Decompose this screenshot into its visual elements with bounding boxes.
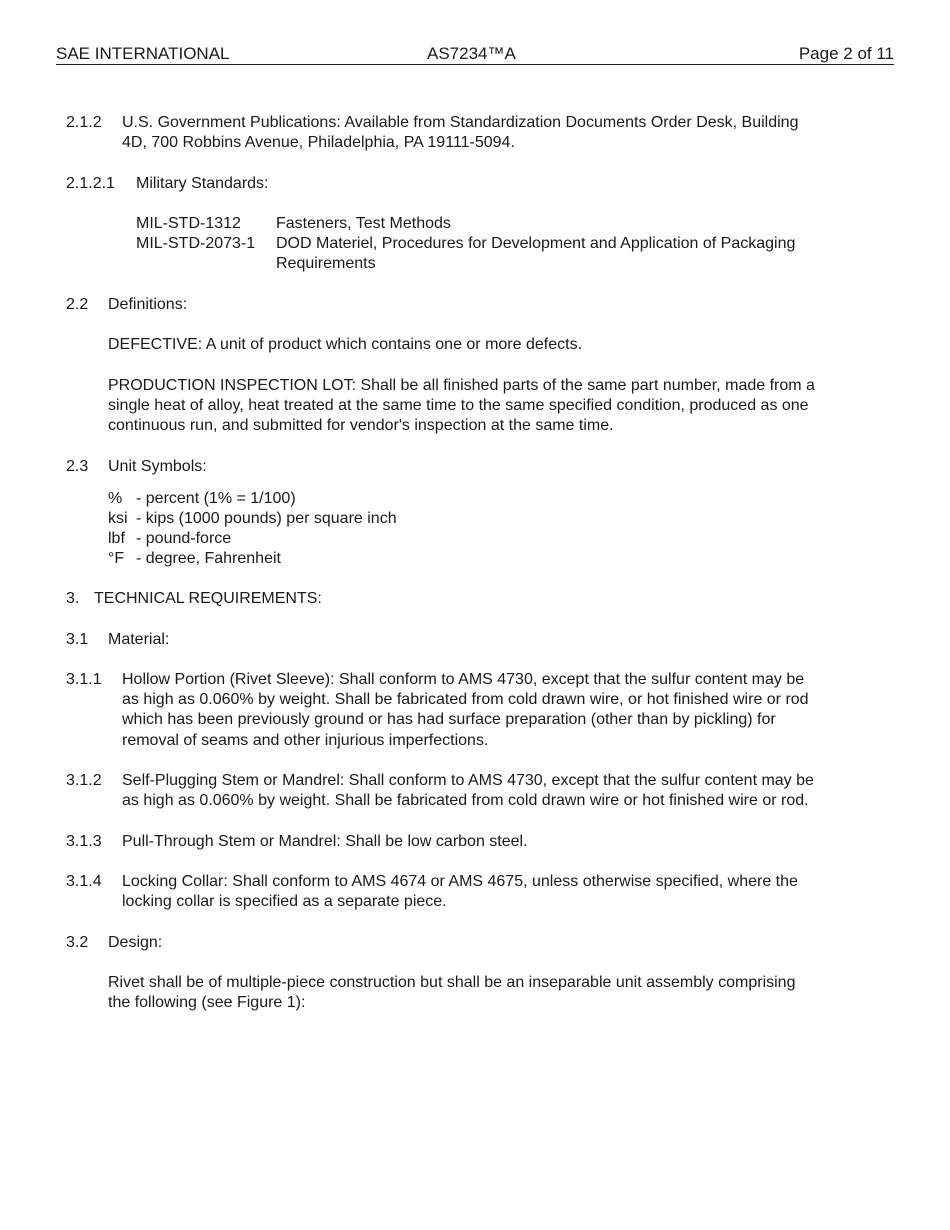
section-number: 3.2 xyxy=(66,934,89,951)
section-text-line: the following (see Figure 1): xyxy=(108,994,306,1011)
header-organization: SAE INTERNATIONAL xyxy=(56,44,230,63)
section-title: Material: xyxy=(108,631,170,648)
standard-description: DOD Materiel, Procedures for Development and Application of Packaging xyxy=(276,235,796,252)
section-text-line: as high as 0.060% by weight. Shall be fabricated from cold drawn wire, or hot finished wire or rod xyxy=(122,691,809,708)
section-title: TECHNICAL REQUIREMENTS: xyxy=(94,590,322,607)
unit-symbol: ksi xyxy=(108,510,128,527)
section-number: 3.1 xyxy=(66,631,89,648)
standard-code: MIL-STD-2073-1 xyxy=(136,235,256,252)
standard-code: MIL-STD-1312 xyxy=(136,215,241,232)
section-number: 2.3 xyxy=(66,458,89,475)
section-text-line: as high as 0.060% by weight. Shall be fabricated from cold drawn wire or hot finished wire or rod. xyxy=(122,792,809,809)
section-text-line: locking collar is specified as a separate piece. xyxy=(122,893,447,910)
section-title: Unit Symbols: xyxy=(108,458,207,475)
unit-symbol: lbf xyxy=(108,530,125,547)
definition-lot-line: single heat of alloy, heat treated at the same time to the same specified condition, produced as one xyxy=(108,397,809,414)
section-number: 3. xyxy=(66,590,80,607)
section-number: 3.1.4 xyxy=(66,873,102,890)
unit-description: - degree, Fahrenheit xyxy=(136,550,281,567)
section-text-line: Rivet shall be of multiple-piece construction but shall be an inseparable unit assembly comprising xyxy=(108,974,796,991)
definition-lot-line: PRODUCTION INSPECTION LOT: Shall be all finished parts of the same part number, made from a xyxy=(108,377,815,394)
unit-symbol: % xyxy=(108,490,123,507)
unit-description: - pound-force xyxy=(136,530,232,547)
section-number: 2.2 xyxy=(66,296,89,313)
standard-description-continued: Requirements xyxy=(276,255,376,272)
section-title: Definitions: xyxy=(108,296,188,313)
header-page-label: Page 2 of 11 xyxy=(798,44,894,63)
section-text-line: Locking Collar: Shall conform to AMS 4674 or AMS 4675, unless otherwise specified, where the xyxy=(122,873,798,890)
section-text-line: Hollow Portion (Rivet Sleeve): Shall conform to AMS 4730, except that the sulfur content may be xyxy=(122,671,805,688)
section-number: 2.1.2.1 xyxy=(66,175,115,192)
section-number: 2.1.2 xyxy=(66,114,102,131)
unit-description: - kips (1000 pounds) per square inch xyxy=(136,510,397,527)
unit-description: - percent (1% = 1/100) xyxy=(136,490,296,507)
section-title: Design: xyxy=(108,934,163,951)
page-header xyxy=(56,44,894,65)
section-number: 3.1.3 xyxy=(66,833,102,850)
section-number: 3.1.1 xyxy=(66,671,102,688)
unit-symbol: °F xyxy=(108,550,125,567)
section-text-line: Self-Plugging Stem or Mandrel: Shall conform to AMS 4730, except that the sulfur content may be xyxy=(122,772,814,789)
section-number: 3.1.2 xyxy=(66,772,102,789)
header-document-id: AS7234™A xyxy=(427,44,516,63)
section-text-line: removal of seams and other injurious imperfections. xyxy=(122,732,489,749)
section-text-line: 4D, 700 Robbins Avenue, Philadelphia, PA 19111-5094. xyxy=(122,134,515,151)
section-text-line: which has been previously ground or has had surface preparation (other than by pickling) for xyxy=(122,711,776,728)
definition-defective: DEFECTIVE: A unit of product which contains one or more defects. xyxy=(108,336,583,353)
section-text-line: U.S. Government Publications: Available from Standardization Documents Order Desk, Building xyxy=(122,114,799,131)
definition-lot-line: continuous run, and submitted for vendor's inspection at the same time. xyxy=(108,417,614,434)
section-title: Military Standards: xyxy=(136,175,269,192)
standard-description: Fasteners, Test Methods xyxy=(276,215,451,232)
section-text-line: Pull-Through Stem or Mandrel: Shall be low carbon steel. xyxy=(122,833,528,850)
